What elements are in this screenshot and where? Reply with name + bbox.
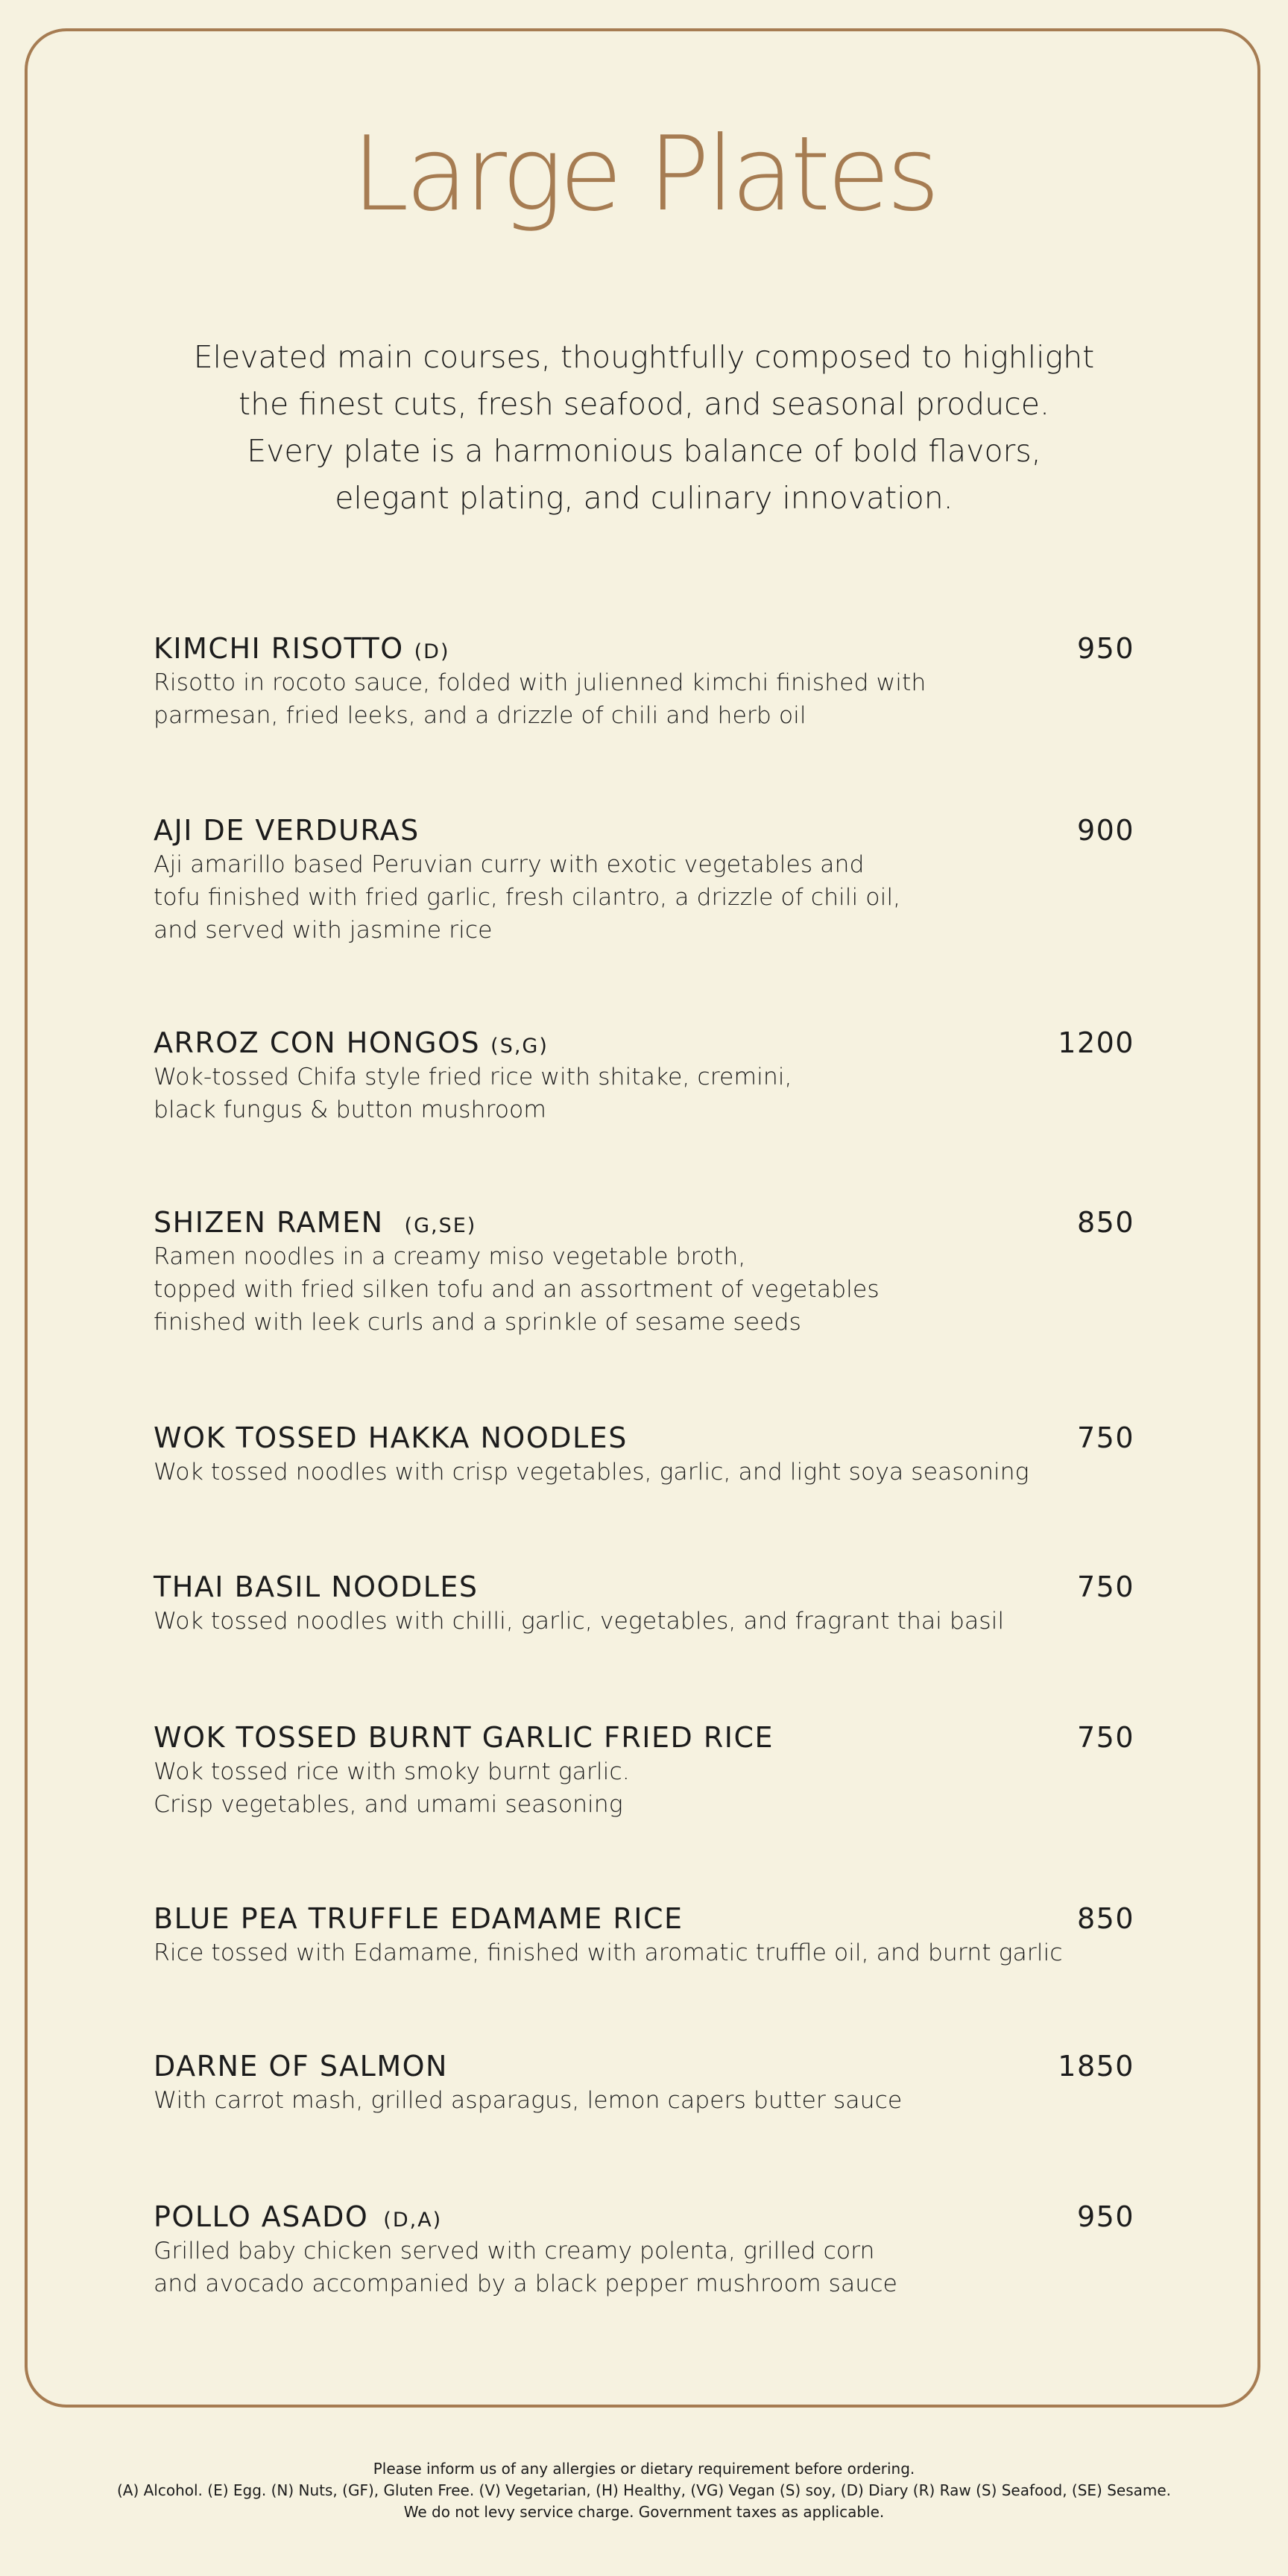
item-description: Wok-tossed Chifa style fried rice with shitake, cremini, black fungus & button mushroom: [154, 1064, 792, 1123]
item-name: ARROZ CON HONGOS (S,G): [154, 1026, 549, 1059]
item-name: POLLO ASADO (D,A): [154, 2200, 443, 2233]
item-name: KIMCHI RISOTTO (D): [154, 632, 450, 665]
item-description: Wok tossed noodles with crisp vegetables, garlic, and light soya seasoning: [154, 1459, 1029, 1486]
item-dietary-tag: (G,SE): [404, 1214, 477, 1237]
item-price: 750: [1076, 1421, 1134, 1454]
item-price: 1850: [1058, 2050, 1134, 2083]
menu-item-thai-basil-noodles: [154, 1569, 1134, 1638]
item-description: With carrot mash, grilled asparagus, lemon capers butter sauce: [154, 2087, 903, 2114]
service-charge-note: We do not levy service charge. Government taxes as applicable.: [403, 2503, 885, 2521]
item-header: [154, 1025, 1134, 1061]
menu-item-pollo-asado: [154, 2199, 1134, 2300]
item-price: 850: [1076, 1206, 1134, 1239]
intro-line: Every plate is a harmonious balance of bold flavors,: [247, 433, 1041, 469]
item-price: 950: [1076, 632, 1134, 665]
menu-item-arroz-con-hongos: [154, 1025, 1134, 1126]
item-header: [154, 1720, 1134, 1755]
item-description: Risotto in rocoto sauce, folded with julienned kimchi finished with parmesan, fried leeks, and a drizzle of chili and herb oil: [154, 669, 926, 729]
page-title: Large Plates: [351, 114, 937, 234]
menu-item-blue-pea-truffle-edamame-rice: [154, 1901, 1134, 1969]
footer-notes: [0, 2458, 1288, 2523]
item-name: SHIZEN RAMEN (G,SE): [154, 1206, 477, 1239]
item-name: DARNE OF SALMON: [154, 2050, 448, 2083]
item-price: 750: [1076, 1570, 1134, 1603]
item-name: BLUE PEA TRUFFLE EDAMAME RICE: [154, 1902, 684, 1935]
intro-text: [149, 334, 1139, 522]
menu-item-aji-de-verduras: [154, 812, 1134, 947]
menu-item-kimchi-risotto: [154, 631, 1134, 732]
item-price: 950: [1076, 2200, 1134, 2233]
item-header: [154, 1420, 1134, 1456]
intro-line: elegant plating, and culinary innovation.: [335, 480, 953, 516]
menu-item-shizen-ramen: [154, 1205, 1134, 1339]
item-name: WOK TOSSED HAKKA NOODLES: [154, 1421, 628, 1454]
item-header: [154, 2048, 1134, 2084]
menu-item-burnt-garlic-fried-rice: [154, 1720, 1134, 1821]
item-name: THAI BASIL NOODLES: [154, 1570, 479, 1603]
item-price: 900: [1076, 814, 1134, 847]
item-dietary-tag: (D): [414, 640, 450, 663]
item-name: AJI DE VERDURAS: [154, 814, 420, 847]
item-description: Grilled baby chicken served with creamy polenta, grilled corn and avocado accompanied by a black pepper mushroom sauce: [154, 2238, 897, 2297]
item-description: Wok tossed noodles with chilli, garlic, vegetables, and fragrant thai basil: [154, 1608, 1005, 1635]
intro-line: Elevated main courses, thoughtfully composed to highlight: [193, 339, 1095, 375]
item-header: [154, 1569, 1134, 1605]
item-dietary-tag: (S,G): [490, 1035, 549, 1058]
item-header: [154, 1205, 1134, 1240]
dietary-legend: (A) Alcohol. (E) Egg. (N) Nuts, (GF), Gluten Free. (V) Vegetarian, (H) Healthy, (VG) Vegan (S) soy, (D) Diary (R) Raw (S) Seafood, (SE) Sesame.: [116, 2481, 1172, 2499]
item-description: Aji amarillo based Peruvian curry with exotic vegetables and tofu finished with fried garlic, fresh cilantro, a drizzle of chili oil, and served with jasmine rice: [154, 851, 901, 944]
menu-item-darne-of-salmon: [154, 2048, 1134, 2117]
intro-line: the finest cuts, fresh seafood, and seasonal produce.: [239, 386, 1049, 422]
allergy-note: Please inform us of any allergies or dietary requirement before ordering.: [373, 2460, 915, 2478]
item-price: 1200: [1058, 1026, 1134, 1059]
item-description: Ramen noodles in a creamy miso vegetable broth, topped with fried silken tofu and an assortment of vegetables finished with leek curls and a sprinkle of sesame seeds: [154, 1243, 880, 1336]
item-name: WOK TOSSED BURNT GARLIC FRIED RICE: [154, 1721, 774, 1754]
item-header: [154, 812, 1134, 848]
item-header: [154, 2199, 1134, 2235]
item-price: 850: [1076, 1902, 1134, 1935]
item-description: Wok tossed rice with smoky burnt garlic. Crisp vegetables, and umami seasoning: [154, 1758, 630, 1818]
menu-item-wok-tossed-hakka-noodles: [154, 1420, 1134, 1489]
item-header: [154, 631, 1134, 666]
item-dietary-tag: (D,A): [383, 2209, 443, 2232]
item-description: Rice tossed with Edamame, finished with aromatic truffle oil, and burnt garlic: [154, 1939, 1063, 1966]
item-header: [154, 1901, 1134, 1936]
item-price: 750: [1076, 1721, 1134, 1754]
